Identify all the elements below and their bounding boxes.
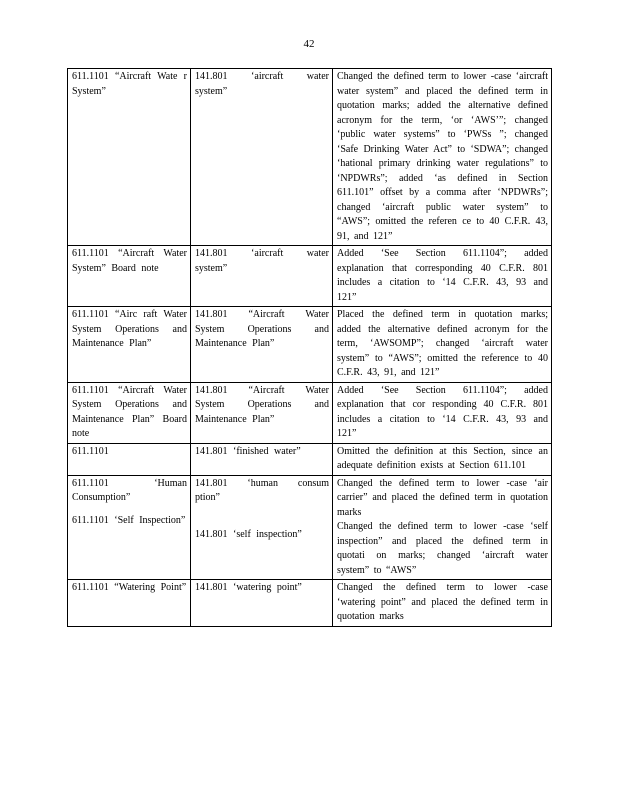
source-section-text-2: 611.1101 ‘Self Inspection”: [72, 514, 186, 526]
federal-section-cell: 141.801 “Aircraft Water System Operations and Maintenance Plan”: [191, 382, 333, 443]
source-section-cell: 611.1101 “Watering Point”: [68, 580, 191, 627]
federal-section-cell: 141.801 ‘finished water”: [191, 443, 333, 475]
page-number: 42: [303, 38, 315, 50]
table-row: [68, 580, 552, 627]
federal-section-text: 141.801 ‘human consum ption”: [195, 477, 329, 503]
source-section-cell: 611.1101 “Aircraft Water System Operations and Maintenance Plan” Board note: [68, 382, 191, 443]
source-section-cell: 611.1101 “Airc raft Water System Operations and Maintenance Plan”: [68, 307, 191, 383]
source-section-cell: 611.1101: [68, 443, 191, 475]
change-description-cell: [333, 475, 552, 580]
source-section-cell: 611.1101 “Aircraft Water System” Board note: [68, 246, 191, 307]
change-description-cell: Omitted the definition at this Section, since an adequate definition exists at Section 611.101: [333, 443, 552, 475]
source-section-cell: [68, 475, 191, 580]
source-section-cell: 611.1101 “Aircraft Wate r System”: [68, 69, 191, 246]
change-description-cell: Added ‘See Section 611.1104”; added explanation that corresponding 40 C.F.R. 801 includes a citation to ‘14 C.F.R. 43, 93 and 121”: [333, 246, 552, 307]
table-row: [68, 382, 552, 443]
change-description-text: Changed the defined term to lower -case ‘air carrier” and placed the defined term in quotation marks: [337, 477, 548, 518]
federal-section-cell: 141.801 “Aircraft Water System Operations and Maintenance Plan”: [191, 307, 333, 383]
table-row: [68, 475, 552, 580]
table-row: [68, 69, 552, 246]
change-description-cell: Placed the defined term in quotation marks; added the alternative defined acronym for the term, ‘AWSOMP”; changed ‘aircraft water system” to “AWS”; omitted the reference to 40 C.F.R. 43, 91, and 121”: [333, 307, 552, 383]
change-description-cell: Changed the defined term to lower -case ‘watering point” and placed the defined term in quotation marks: [333, 580, 552, 627]
table-row: [68, 246, 552, 307]
change-description-text-2: Changed the defined term to lower -case ‘self inspection” and placed the defined term in quotati on marks; changed ‘aircraft water system” to “AWS”: [337, 521, 548, 576]
source-section-text: 611.1101 ‘Human Consumption”: [72, 477, 187, 503]
comparison-table: [67, 68, 552, 627]
change-description-cell: Added ‘See Section 611.1104”; added explanation that cor responding 40 C.F.R. 801 includes a citation to ‘14 C.F.R. 43, 93 and 121”: [333, 382, 552, 443]
federal-section-cell: [191, 475, 333, 580]
federal-section-cell: 141.801 ‘aircraft water system”: [191, 246, 333, 307]
federal-section-text-2: 141.801 ‘self inspection”: [195, 528, 302, 540]
change-description-cell: Changed the defined term to lower -case ‘aircraft water system” and placed the defined term in quotation marks; added the alternative defined acronym for the term, ‘or ‘AWS’”; changed ‘public water systems” to ‘PWSs ”; changed ‘Safe Drinking Water Act” to ‘SDWA”; changed ‘hational primary drinking water regulations” to ‘NPDWRs”; added ‘as defined in Section 611.101” offset by a comma after ‘NPDWRs”; changed ‘aircraft public water system” to “AWS”; omitted the referen ce to 40 C.F.R. 43, 91, and 121”: [333, 69, 552, 246]
federal-section-cell: 141.801 ‘watering point”: [191, 580, 333, 627]
table-row: [68, 443, 552, 475]
federal-section-cell: 141.801 ‘aircraft water system”: [191, 69, 333, 246]
table-row: [68, 307, 552, 383]
